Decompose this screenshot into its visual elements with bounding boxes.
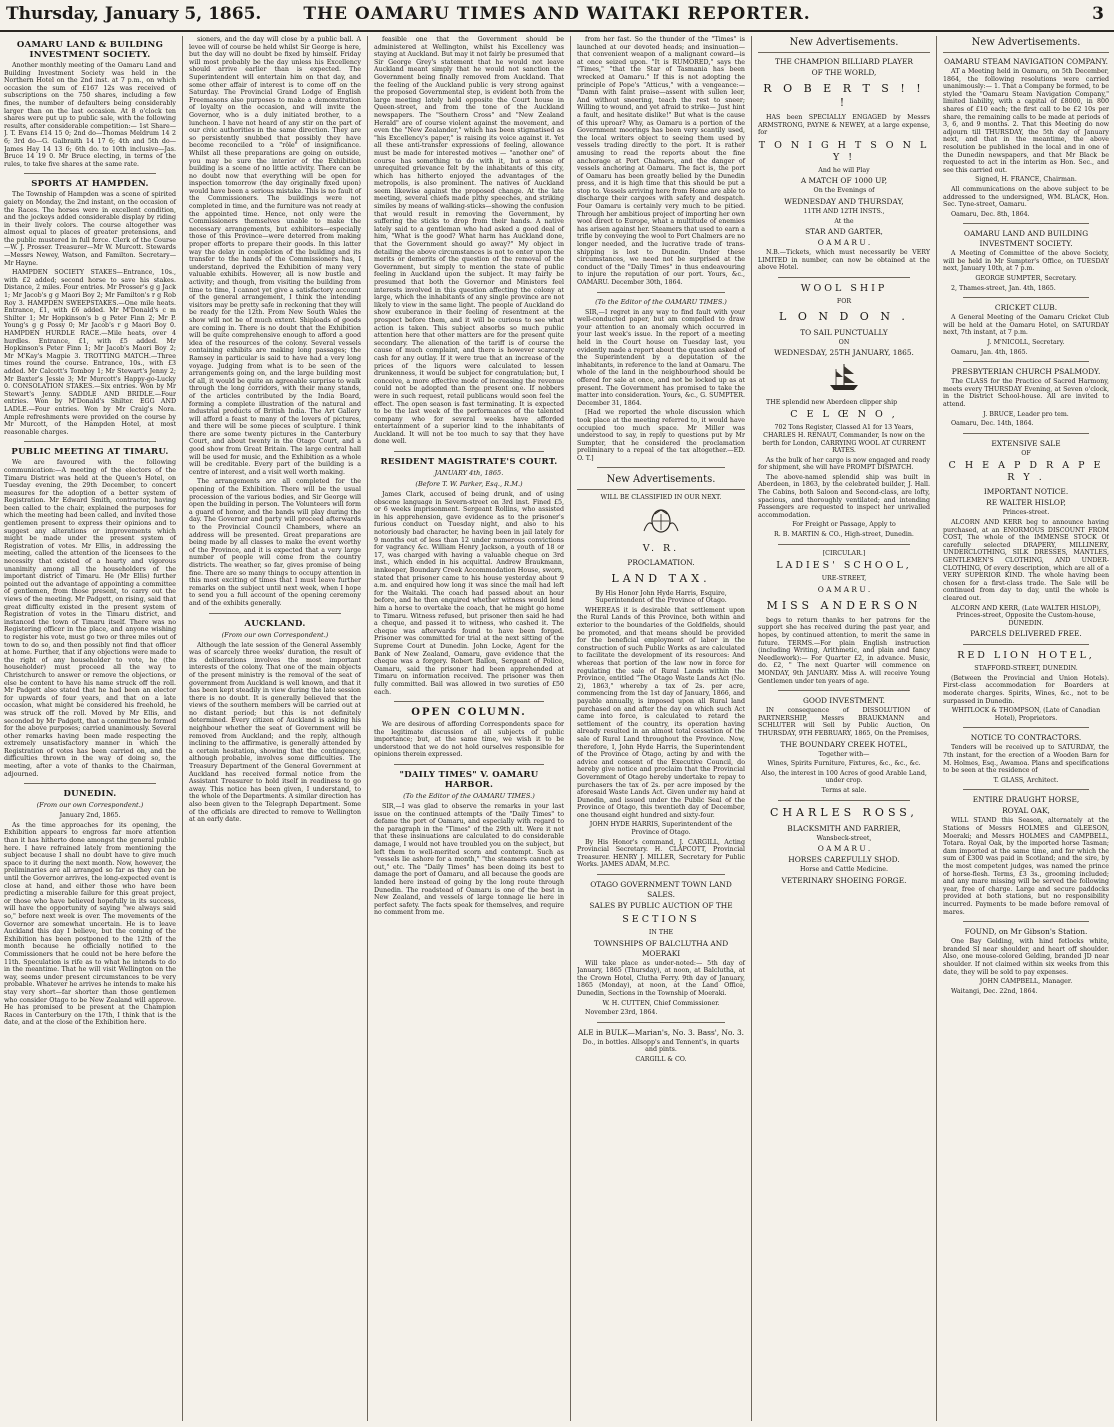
ad-line: O A M A R U . — [817, 238, 871, 248]
ad-line: BLACKSMITH AND FARRIER, — [787, 823, 901, 833]
page-number: 3 — [1092, 4, 1104, 24]
ad-line: STAR AND GARTER, — [805, 227, 883, 237]
ad-body: The CLASS for the Practice of Sacred Harmony, meets every THURSDAY Evening, at Seven o'clock, in the District School-house. All are invited to attend. — [943, 378, 1109, 408]
article-paragraph: The arrangements are all completed for the opening of the Exhibition. There will be the usual procession of the various bodies, and Sir George will open the building in person. The Volunteers will form a guard of honor, and the bands will play during the day. The Governor and party will proceed afterwards to the Provincial Council Chambers, where an address will be presented. Great preparations are being made by all classes to make the event worthy of the Province, and it is expected that a very large number of people will come from the country districts. The weather, so far, gives promise of being fine. There are so many things to occupy attention in this most exciting of times that I must leave further remarks on the subject until next week, when I hope to send you a full account of the opening ceremony and of the exhibits generally. — [189, 478, 361, 607]
column-4 — [577, 36, 752, 1421]
ad-signature: GEORGE SUMPTER, Secretary. — [975, 275, 1077, 283]
divider — [24, 173, 156, 174]
divider — [963, 297, 1089, 298]
ad-line: A MATCH OF 1000 UP, — [800, 176, 888, 186]
ad-line: Together with— — [818, 750, 870, 758]
article-paragraph: As the time approaches for its opening, the Exhibition appears to engross far more attention than it has hitherto done amongst the general public here. I have refrained lately from mentioning the subject because I shall no doubt have to give much space to it during the next month. Now, however, the preliminaries are all arranged so far as they can be until the Governor arrives, the long-expected event is close at hand, and either those who have been predicting a miserable failure for this great project, or those who have believed hopefully in its success, will have the opportunity of saying "we always said so," before next week is over. The movements of the Governor are somewhat uncertain. He is to leave Auckland this day I believe, but the coming of the Exhibition has been postponed to the 12th of the month because he officially notified to the Commissioners that he could not be here before the 11th. Speculation is rife as to what he intends to do in the meantime. That he will visit Wellington on the way, seems under present circumstances to be very probable. Whatever he arrives he intends to make his stay very short—far shorter than those gentlemen who consider Otago to be New Zealand will approve. He has promised to be present at the Champion Races in Canterbury on the 17th, I think that is the date, and at the close of the Exhibition here. — [4, 821, 176, 1027]
ad-signature: Signed, H. FRANCE, Chairman. — [975, 176, 1077, 184]
ad-line: URE-STREET, — [821, 575, 867, 583]
divider — [963, 361, 1089, 362]
ad-line: And he will Play — [818, 166, 870, 174]
royal-crest-icon — [577, 506, 745, 539]
column-6 — [943, 36, 1109, 1421]
ad-date: Oamaru, Dec. 14th, 1864. — [951, 420, 1034, 428]
ad-heading-contractors: NOTICE TO CONTRACTORS. — [970, 733, 1082, 743]
ad-heading-ale: ALE in BULK—Marian's, No. 3. Bass', No. 3. — [577, 1027, 745, 1037]
article-heading: PUBLIC MEETING AT TIMARU. — [11, 447, 169, 458]
ad-body: begs to return thanks to her patrons for the support she has received during the past year, and hopes, by continued attention, to merit the same in future. TERMS.—For plain English instruction (including Writing, Arithmetic, and plain and fancy Needlework):— For Quarter £2, in advance. Music, do. £2, " The next Quarter will commence on MONDAY, 9th JANUARY. Miss A. will receive Young Gentlemen under ten years of age. — [758, 616, 930, 685]
ad-line: IN THE — [648, 929, 674, 937]
ad-signature: J. BRUCE, Leader pro tem. — [983, 410, 1069, 418]
divider — [394, 451, 544, 452]
ad-signature: WHITLOCK & THOMPSON, (Late of Canadian Hotel), Proprietors. — [951, 707, 1101, 722]
ad-date: Oamaru, Dec. 8th, 1864. — [951, 210, 1030, 218]
proclamation-by: By His Honor John Hyde Harris, Esquire, Superintendent of the Province of Otago. — [595, 589, 727, 605]
ship-icon — [758, 362, 930, 395]
letter-paragraph: SIR,—I regret in any way to find fault with your well-conducted paper, but am compelled to draw your attention to an anomaly which occurred in your last week's issue. In the report of a meeting held in the Court house on Tuesday last, you evidently made a report about the question asked of the Superintendent by a deputation of the inhabitants, in reference to the land at Oamaru. The whole of the land in the neighbourhood should be offered for sale at once, and not be locked up as at present. The Government has promised to take the matter into consideration. Yours, &c., G. SUMPTER. December 31, 1864. — [577, 308, 745, 407]
ad-heading-cricket: CRICKET CLUB. — [994, 303, 1058, 313]
ad-line: Also, the interest in 100 Acres of good Arable Land, under crop. — [761, 769, 927, 785]
ad-heading-investment: GOOD INVESTMENT. — [802, 696, 886, 706]
ad-line: WEDNESDAY, 25TH JANUARY, 1865. — [774, 348, 914, 358]
ad-line: TO SAIL PUNCTUALLY — [800, 327, 888, 337]
ad-body: The above-named splendid ship was built in Aberdeen, in 1863, by the celebrated builder, J. Hall. The Cabins, both Saloon and Second-class, are lofty, spacious, and thoroughly ventilated; and intending Passengers are requested to inspect her unrivalled accommodation. — [758, 473, 930, 519]
ad-line: VETERINARY SHOEING FORGE. — [781, 875, 907, 885]
article-heading: OAMARU LAND & BUILDING INVESTMENT SOCIETY. — [16, 40, 164, 60]
ad-line: RE WALTER HISLOP, — [986, 498, 1066, 508]
column-1 — [4, 36, 183, 1421]
race-results: HAMPDEN SOCIETY STAKES—Entrance, 10s., with £2 added; second horse to save his stakes. Distance, 2 miles. Four entries. Mr Prosser's g g Jack 1; Mr Jacob's g g Maori Boy 2; Mr Familton's r g Rob Roy 3. HAMPDEN SWEEPSTAKES.—One mile heats. Entrance, £1, with £6 added. Mr M'Donald's c m Shilter 1; Mr Hopkinson's b g Peter Finn 2; Mr P. Young's g g Possy 0; Mr Jacob's r g Maori Boy 0. HAMPDEN HURDLE RACE.—Mile heats, over 4 hurdles. Entrance, £1, with £5 added. Mr Hopkinson's Peter Finn 1; Mr Jacob's Maori Boy 2; Mr M'Kay's Magpie 3. TROTTING MATCH.—Three times round the course. Entrance, 10s., with £3 added. Mr Calcott's Tomboy 1; Mr Stewart's Jenny 2; Mr Baxter's Jessie 3; Mr Murcott's Happy-go-Lucky 0. CONSOLATION STAKES.—Six entries. Won by Mr Stewart's Jenny. SADDLE AND BRIDLE.—Four entries. Won by M'Donald's Shilter. EGG AND LADLE.—Four entries. Won by Mr Craig's Nora. Ample refreshments were provided on the course by Mr Murcott, of the Hampden Hotel, at most reasonable charges. — [4, 269, 176, 436]
column-3 — [374, 36, 571, 1421]
ad-body: A General Meeting of the Oamaru Cricket Club will be held at the Oamaru Hotel, on SATURDAY next, 7th instant, at 7 p.m. — [943, 314, 1109, 337]
ad-line: [CIRCULAR.] — [822, 549, 866, 557]
ad-signature: R. B. MARTIN & CO., High-street, Dunedin. — [774, 531, 914, 539]
ad-body: A Meeting of Committee of the above Society, will be held in Mr Sumpter's Office, on TUESDAY next, January 10th, at 7 p.m. — [943, 250, 1109, 273]
divider — [963, 223, 1089, 224]
article-paragraph: James Clark, accused of being drunk, and of using obscene language in Severn-street on 3rd inst. Fined £5, or 6 weeks imprisonment. Sergeant Rollins, who assisted in his apprehension, gave evidence as to the prisoner's furious conduct on Tuesday night, and also to his notoriously bad character, he having been in jail lately for 9 months out of less than 12 under numerous convictions for vagrancy &c. William Henry Jackson, a youth of 18 or 17, was charged with having a valuable cheque on 3rd inst., which ended in his acquittal. Andrew Braukmann, innkeeper, Boundary Creek Accommodation House, sworn, stated that prisoner came to his house yesterday about 9 a.m. and enquired how long it was since the mail had left for the Waitaki. The coach had passed about an hour before, and he then enquired whether witness would lend him a horse to overtake the coach, that he might go home to Timaru. Witness refused, but prisoner then said he had a cheque, and passed it to witness, who cashed it. The cheque was afterwards found to have been forged. Prisoner was committed for trial at the next sitting of the Supreme Court at Dunedin. John Locke, Agent for the Bank of New Zealand, Oamaru, gave evidence that the cheque was a forgery. Robert Ballon, Sergeant of Police, Oamaru, said the prisoner had been apprehended at Timaru on information received. The prisoner was then fully committed. Bail was allowed in two sureties of £50 each. — [374, 491, 564, 696]
ad-heading-steam-navigation: OAMARU STEAM NAVIGATION COMPANY. — [944, 57, 1108, 66]
ad-line: ON — [838, 338, 850, 346]
ad-line: O A M A R U . — [817, 844, 871, 854]
column-5 — [758, 36, 937, 1421]
ad-line: FOR — [836, 297, 852, 305]
article-dateline: JANUARY 4th, 1865. — [434, 469, 504, 478]
editor-note: [Had we reported the whole discussion which took place at the meeting referred to, it would have occupied too much space. Mr Miller was understood to say, in reply to questions put by Mr Sumpter, that he considered the proclamation preliminary to a repeal of the tax altogether.—ED. O. T.] — [577, 409, 745, 462]
article-paragraph: The Township of Hampden was a scene of spirited gaiety on Monday, the 2nd instant, on the occasion of the Races. The horses were in excellent condition, and the jockeys added considerable display by riding in their lively colors. The course altogether was almost equal to places of greater pretensions, and the public mustered in full force. Clerk of the Course—W. J. Prosser. Treasurer—Mr W. Murcott. Stewards—Messrs Newey, Watson, and Familton. Secretary—Mr Hayne. — [4, 191, 176, 267]
classified-note: WILL BE CLASSIFIED IN OUR NEXT. — [600, 494, 722, 502]
article-subheading: (Before T. W. Parker, Esq., R.M.) — [415, 480, 523, 489]
ad-body: Will take place as under-noted:— 5th day of January, 1865 (Thursday), at noon, at Balclutha, at the Crown Hotel, Clutha Ferry. 9th day of January, 1865 (Monday), at noon, at the Land Office, Dunedin, Sections in the Township of Moeraki. — [577, 959, 745, 997]
ad-heading-town-land-sales: OTAGO GOVERNMENT TOWN LAND SALES. — [590, 880, 732, 900]
issue-date: Thursday, January 5, 1865. — [6, 4, 262, 24]
letter-paragraph: SIR,—I was glad to observe the remarks in your last issue on the continued attempts of the "Daily Times" to defame the port of Oamaru, and especially with regard to the paragraph in the "Times" of the 29th ult. Were it not that these insinuations are calculated to do considerable damage, I would not have troubled you on the subject, but left them to well-merited scorn and contempt. Such as "vessels lie ashore for a month," "the steamers cannot get out," etc. The "Daily Times" has been doing its best to damage the port of Oamaru, and all because the goods are landed here instead of going by the long route through Dunedin. The roadstead of Oamaru is one of the best in New Zealand, and vessels of large tonnage lie here in perfect safety. The facts speak for themselves, and require no comment from me. — [374, 803, 564, 917]
article-paragraph: We are favoured with the following communication:—A meeting of the electors of the Timaru District was held at the Queen's Hotel, on Tuesday evening, the 29th December, to concert measures for the adoption of a better system of Registration. Mr Edward Smith, contractor, having been called to the chair, explained the purposes for which the meeting had been called, and invited those gentlemen present to express their opinions and to suggest any alterations or improvements which might be made under the present system of Registration of votes. Mr Ellis, in addressing the meeting, called the attention of the licensees to the necessity that existed of a hearty and vigorous unanimity among all the householders of the important district of Timaru. He (Mr Ellis) further pointed out the advantage of appointing a committee of gentlemen, from those present, to carry out the views of the meeting. Mr Padgett, on rising, said that great difficulty existed in the present system of Registration of votes in the Timaru district, and instanced the town of Timaru itself. There was no Registering officer in the place, and anyone wishing to register his vote, must go two or three miles out of town to do so, and then possibly not find that officer at home. Further, that if any objections were made to the right of any householder to vote, he (the householder) must proceed all the way to Christchurch to answer or remove the objections, or else be content to have his name struck off the roll. Mr Padgett also stated that he had been an elector for upwards of four years, and that on a late occasion, what might be considered his freehold, he was struck off the roll. Moved by Mr Ellis, and seconded by Mr Padgett, that a committee be formed for the above purposes; carried unanimously. Several other remarks having been made respecting the extremely unsatisfactory manner in which the Registration of votes has been carried on, and the difficulties thrown in the way of doing so, the meeting, after a vote of thanks to the Chairman, adjourned. — [4, 459, 176, 778]
ad-heading-extensive-sale: EXTENSIVE SALE — [991, 438, 1061, 448]
ad-heading-wool-ship: WOOL SHIP — [800, 282, 888, 294]
divider — [963, 644, 1089, 645]
ad-line: Princes-street. — [1002, 509, 1050, 517]
proclamation-body: WHEREAS it is desirable that settlement upon the Rural Lands of this Province, both within and exterior to the boundaries of the Goldfields, should be promoted, and that means should be provided for the beneficial employment of labor in the construction of such Public Works as are calculated to facilitate the development of its resources: And whereas that portion of the law now in force for regulating the sale of Rural Lands within the Province, entitled "The Otago Waste Lands Act (No. 2), 1863," whereby a tax of 2s. per acre, commencing from the 1st day of January, 1866, and payable annually, is imposed upon all Rural land purchased on and after the day on which such Act came into force, is calculated to retard the settlement of the country, its operation having already resulted in an almost total cessation of the sale of Rural Land throughout the Province. Now, therefore, I, John Hyde Harris, the Superintendent of the Province of Otago, acting by and with the advice and consent of the Executive Council, do hereby give notice and proclaim that the Provincial Government of Otago hereby undertake to repay to purchasers the tax of 2s. per acre imposed by the aforesaid Waste Lands Act. Given under my hand at Dunedin, and issued under the Public Seal of the Province of Otago, this twentieth day of December, one thousand eight hundred and sixty-four. — [577, 606, 745, 819]
article-paragraph: Although the late session of the General Assembly was of scarcely three weeks' duration, the result of its deliberations involves the most important interests of the colony. That one of the main objects of the present ministry is the removal of the seat of government from Auckland is well known, and that it has been kept steadily in view during the late session there is no doubt. It is generally believed that the views of the southern members will be carried out at no distant period; but this is not definitely determined. Every citizen of Auckland is asking his neighbour whether the seat of Government will be removed from Auckland; and the reply, although inclining to the affirmative, is generally attended by a certain hesitation, showing that the contingency, although probable, involves some difficulties. The Treasury Department of the General Government at Auckland has received formal notice from the Assistant Treasurer to hold itself in readiness to go away. This notice has been given, I understand, to the whole of the Departments. A similar direction has also been given to the Telegraph Department. Some of the officials are directed to remove to Wellington at an early date. — [189, 641, 361, 824]
divider — [963, 921, 1089, 922]
ad-body: HAS been SPECIALLY ENGAGED by Messrs ARMSTRONG, PAYNE & NEWEY, at a large expense, for — [758, 114, 930, 137]
ad-body: AT a Meeting held in Oamaru, on 5th December, 1864, the following resolutions were carried unanimously:— 1. That a Company be formed, to be styled the "Oamaru Steam Navigation Company," limited liability, with a capital of £8000, in 800 shares of £10 each; the first call to be £2 10s per share, the remaining calls to be made at periods of 3, 6, and 9 months. 2. That this Meeting do now adjourn till THURSDAY, the 5th day of January next, and that in the meantime, the above resolution be published in the local and in one of the Dunedin newspapers, and that Mr Black be requested to act in the interim as Hon. Sec., and see this carried out. — [943, 68, 1109, 174]
ad-line: 11TH AND 12TH INSTS., — [803, 207, 885, 215]
ad-line: T O N I G H T S O N L Y ! — [758, 139, 930, 163]
letter-heading: "DAILY TIMES" V. OAMARU HARBOR. — [399, 770, 539, 791]
editorial-note: We are desirous of affording Correspondents space for the legitimate discussion of all subjects of public importance; but, at the same time, we wish it to be understood that we do not hold ourselves responsible for opinions therein expressed. — [374, 721, 564, 759]
ad-line: Wansbeck-street, — [816, 834, 872, 842]
letter-paragraph: from her fast. So the thunder of the "Times" is launched at our devoted heads; and insinuation—that convenient weapon of a malignant coward—is at once seized upon. "It is RUMORED," says the "Times," "that the Star of Tasmania has been wrecked at Oamaru." If this is not adopting the principle of Pope's "Atticus," with a vengeance:— "Damn with faint praise—assent with sullen leer, And without sneering, teach the rest to sneer; Willing to wound, and yet afraid to strike— Just hint a fault, and hesitate dislike!" But what is the cause of this uproar? Why, as Oamaru is a portion of the Government moorings has been very scantily used, the local writers object to seeing them used by vessels trading directly to the port. It is rather amusing to read the reports about the fine anchorage at Port Chalmers, and the danger of vessels anchoring at Oamaru. The fact is, the port of Oamaru has been greatly belied by the Dunedin press, and it is high time that this should be put a stop to. Vessels arriving here from Home are able to discharge their cargoes with safety and despatch. Four Oamaru is certainly very much to be pitied. Through her ambitious project of importing her own wool direct to Europe, what a multitude of enemies has arisen against her. Steamers that used to earn a trifle by conveying the wool to Port Chalmers are no longer needed, and the lucrative trade of trans-shipping is lost to Dunedin. Under these circumstances, we need not be surprised at the conduct of the "Daily Times" in thus endeavouring to injure the reputation of our port. Yours, &c., OAMARU. December 30th, 1864. — [577, 36, 745, 286]
ad-signature: ALCORN AND KERR, (Late WALTER HISLOP), Princes-street, Opposite the Custom-house, DUNEDIN. — [951, 604, 1101, 627]
article-paragraph: Another monthly meeting of the Oamaru Land and Building Investment Society was held in the Northern Hotel on the 2nd inst. at 7 p.m., on which occasion the sum of £167 12s was received of subscriptions on the 750 shares, including a few fines, the number of defaulters being considerably larger than on the last occasion. At 8 o'clock ten shares were put up to public sale, with the following results, after considerable competition:— 1st Share—J. T. Evans £14 15 0; 2nd do—Thomas Meldrum 14 2 6; 3rd do—G. Galbraith 14 17 6; 4th and 5th do—James Hay 14 13 6; 6th do. to 10th inclusive—Jas. Bruce 14 19 0. Mr Bruce electing, in terms of the rules, to take five shares at the same rate. — [4, 62, 176, 168]
proclamation-command: By His Honor's command, J. CARGILL, Acting Provincial Secretary. H. CLAPCOTT, Provincial Treasurer. HENRY J. MILLER, Secretary for Public Works. JAMES ADAM, M.P.C. — [577, 838, 745, 869]
ad-line: For Freight or Passage, Apply to — [792, 521, 896, 529]
divider — [963, 727, 1089, 728]
article-paragraph: feasible one that the Government should be administered at Wellington, whilst his Excellency was staying at Auckland. But may it not fairly be presumed that Sir George Grey's statement that he would not leave Auckland meant simply that he would not sanction the Government being finally removed from Auckland. That the feeling of the Auckland public is very strong against the proposed Governmental step, is evident both from the large meeting lately held opposite the Court house in Queen-street, and from the tone of the Auckland newspapers. The "Southern Cross" and "New Zealand Herald" are of course violent against the movement, and even the "New Zealander," which has been stigmatised as "his Excellency's paper," is raising its voice against it. Yet all these anti-transfer expressions of feeling, allowance must be made for interested motives — "another one" of course has something to do with it, but a sense of unrequited grievance felt by the inhabitants of this city, which has hitherto enjoyed the advantages of the metropolis, is also prominent. The natives of Auckland seem likewise against the proposed change. At the late meeting, several chiefs made pithy speeches, and striking similes by means of walking-sticks—showing the confusion that would result in removing the Government, by suffering the sticks to drop from their hands. A native lately said to a gentleman who had asked a good deal of him, "What is the good? What harm has Auckland done, that the Government should go away?" My object in detailing the above circumstances is not to enter upon the merits or demerits of the question of the removal of the Government, but simply to mention the state of public feeling in Auckland upon the subject. It may fairly be presumed that both the Governor and Ministers feel interests involved in this question affecting the colony at large, which the inhabitants of any single province are not likely to view in the same light. The people of Auckland do show exuberance in their feeling of resentment at the prospect before them, and it will be curious to see what action is taken. This subject absorbs so much public attention here that other matters are for the present quite secondary. The alienation of the tariff is of course the cause of much complaint, and there is however scarcely cash for any outlay. If it were true that an increase of the prices of the liquors were calculated to lessen drunkenness, it would be subject for congratulation; but, I conceive, a more effective mode of increasing the revenue could not be adopted than the present one. If nobbers were in such request, retail publicans would soon feel the effect. The open season is fast terminating. It is expected to be the last week of the performances of the talented company who for several weeks have afforded entertainment of a superior kind to the inhabitants of Auckland. It will not be too much to say that they have done well. — [374, 36, 564, 446]
ad-date: November 23rd, 1864. — [585, 1009, 658, 1017]
divider — [778, 690, 910, 691]
ad-body: One Bay Gelding, with hind fetlocks white, branded SI near shoulder, and heart off shoulder. Also, one mouse-colored Gelding, branded JD near shoulder. If not claimed within six weeks from this date, they will be sold to pay expenses. — [943, 938, 1109, 976]
ad-line: SALES BY PUBLIC AUCTION OF THE — [589, 901, 733, 911]
ad-body: 702 Tons Register, Classed A1 for 13 Years, CHARLES H. RENAUT, Commander, Is now on the berth for London, CARRYING WOOL AT CURRENT RATES. — [762, 424, 926, 455]
ad-line: STAFFORD-STREET, DUNEDIN. — [974, 665, 1078, 673]
ad-line: On the Evenings of — [813, 187, 875, 195]
divider — [597, 1022, 725, 1023]
ad-signature: T. GLASS, Architect. — [993, 776, 1059, 784]
ad-body: Tenders will be received up to SATURDAY, the 7th instant, for the erection of a Wooden Barn for M. Holmes, Esq., Awamoa. Plans and specifications to be seen at the residence of — [943, 744, 1109, 775]
ad-heading-presbyterian: PRESBYTERIAN CHURCH PSALMODY. — [951, 367, 1101, 377]
ad-signature: JOHN CAMPBELL, Manager. — [979, 978, 1073, 986]
ad-line: O A M A R U . — [817, 584, 871, 594]
ad-line: SECTIONS — [622, 914, 700, 926]
divider — [394, 701, 544, 702]
ad-line: WEDNESDAY AND THURSDAY, — [784, 196, 904, 206]
ad-line: C H E A P D R A P E R Y . — [948, 460, 1104, 484]
ad-body: All communications on the above subject to be addressed to the undersigned, WM. BLACK, Hon. Sec. Tyne-street, Oamaru. — [943, 185, 1109, 209]
ad-date: Oamaru, Jan. 4th, 1865. — [951, 348, 1028, 356]
ad-line: OF THE WORLD, — [811, 68, 877, 77]
ad-heading-billiard: THE CHAMPION BILLIARD PLAYER — [775, 57, 913, 66]
divider — [778, 544, 910, 545]
ad-line: At the — [834, 217, 854, 225]
advertisements-header: New Advertisements. — [943, 36, 1109, 53]
divider — [963, 789, 1089, 790]
ad-heading-ladies-school: LADIES' SCHOOL, — [776, 560, 912, 572]
advertisements-header: New Advertisements. — [758, 36, 930, 53]
land-tax-heading: LAND TAX. — [611, 571, 711, 585]
ad-line: PARCELS DELIVERED FREE. — [970, 629, 1082, 639]
letter-subheading: (To the Editor of the OAMARU TIMES.) — [595, 297, 727, 306]
divider — [963, 433, 1089, 434]
ad-line: OF — [1021, 449, 1031, 457]
proclamation-heading: PROCLAMATION. — [627, 557, 695, 567]
section-heading-open-column: OPEN COLUMN. — [411, 707, 527, 719]
ad-body: ALCORN AND KERR beg to announce having purchased, at an ENORMOUS DISCOUNT FROM COST, The whole of the IMMENSE STOCK Of carefully selected DRAPERY, MILLINERY, UNDERCLOTHING, SILK DRESSES, MANTLES, GENTLEMEN'S CLOTHING, AND UNDER-CLOTHING, Of every description, which are all of a VERY SUPERIOR KIND. The whole having been chosen for a first-class trade. The Sale will be continued from day to day, until the whole is cleared out. — [943, 518, 1109, 602]
article-dateline: January 2nd, 1865. — [59, 812, 121, 820]
article-subheading: (From our own Correspondent.) — [221, 630, 329, 639]
divider — [597, 874, 725, 875]
article-paragraph: sioners, and the day will close by a public ball. A levee will of course be held whilst Sir George is here, but the day will no doubt be fixed by himself. Friday will most probably be the day unless his Excellency should arrive earlier than is expected. The Superintendent will entertain him on that day, and some other affair of interest is to come off on the Saturday. The Provincial Grand Lodge of English Freemasons also purposes to make a demonstration of loyalty on the occasion, and will invite the Governor, who is a duly initiated brother, to a luncheon. I have not heard of any stir on the part of our civic authorities in the same direction. They are so persistently snubbed that possibly they have become reconciled to a "rôle" of insignificance. Whilst all these preparations are going on outside, you may be sure the interior of the Exhibition building is a scene of no little activity. There can be no doubt now that everything will be open for inspection tomorrow (the day originally fixed upon) would have been a serious mistake. This is no fault of the Commissioners. The buildings were not completed in time, and the furniture was not ready at the appointed time. Hence, not only were the Commissioners themselves unable to make the necessary arrangements, but exhibitors—especially those of this Province—were deterred from making proper efforts to prepare their goods. In this latter way the delay in completion of the building and its transfer to the hands of the Commissioners has, I understand, deprived the Exhibition of many very valuable exhibits. However, all is now bustle and activity; and though, from visiting the building from time to time, I cannot yet give a satisfactory account of the general arrangement, I think the intending visitors may be pretty safe in reckoning that they will be ready for the 12th. From New South Wales the show will not be of much extent. Shiploads of goods are coming in. There is no doubt that the Exhibition will be quite comprehensive enough to afford a good idea of the resources of the colony. Several vessels containing exhibits are making long passages; the Ramsey in particular is said to have had a very long voyage. Judging from what is to be seen of the arrangements going on, and the large building most of all, it would be quite an agreeable surprise to walk through the long corridors, with their many stands, of the articles contributed by the India Board, forming a complete illustration of the natural and industrial products of British India. The Art Gallery will afford a feast to many of the lovers of pictures, and there will be some pieces of sculpture. I think there are some twenty pictures in the Canterbury Court, and about twenty in the Otago Court, and a good show from Great Britain. The large central hall will be used for music, and the Exhibition as a whole will be creditable. Every part of the building is a centre of interest, and a visit well worth making. — [189, 36, 361, 476]
ad-line: TOWNSHIPS OF BALCLUTHA AND MOERAKI — [593, 938, 729, 958]
divider — [778, 277, 910, 278]
ad-body: WILL STAND this Season, alternately at the Stations of Messrs HOLMES and GLEESON, Moeraki; and Messrs HOLMES and CAMPBELL, Totara. Royal Oak, by the imported horse Tasman; dam imported at the same time, and for which the sum of £300 was paid in Scotland; and the sire, by the most competent judges, was named the prince of horse-flesh. Terms, £3 3s., grooming included; and any mare missing will be served the following year, free of charge. Large and secure paddocks provided at both stations, but no responsibility incurred. Payments to be made before removal of mares. — [943, 817, 1109, 916]
ad-date: Waitangi, Dec. 22nd, 1864. — [951, 987, 1038, 995]
ad-line: Wines, Spirits Furniture, Fixtures, &c., &c., &c. — [767, 760, 921, 768]
ad-name: CHARLES ROSS, — [770, 805, 918, 819]
article-heading: RESIDENT MAGISTRATE'S COURT. — [380, 457, 558, 468]
divider — [597, 467, 725, 468]
ad-heading-draught-horse: ENTIRE DRAUGHT HORSE, — [972, 795, 1080, 805]
ad-line: Horse and Cattle Medicine. — [799, 866, 888, 874]
divider — [24, 783, 156, 784]
article-heading: AUCKLAND. — [244, 618, 306, 629]
ad-body: As the bulk of her cargo is now engaged and ready for shipment, she will have PROMPT DISPATCH. — [758, 456, 930, 472]
divider — [24, 441, 156, 442]
ad-line: ROYAL OAK, — [1002, 806, 1050, 816]
ad-body: N.B.—Tickets, which must necessarily be VERY LIMITED in number, can now be obtained at the above Hotel. — [758, 249, 930, 272]
ad-line: L O N D O N . — [779, 309, 909, 323]
ad-line: Terms at sale. — [821, 786, 867, 794]
ad-name: MISS ANDERSON — [766, 598, 922, 612]
ad-date: 2, Thames-street, Jan. 4th, 1865. — [951, 284, 1056, 292]
ad-body: THE splendid new Aberdeen clipper ship — [766, 398, 898, 406]
masthead — [0, 0, 1114, 32]
divider — [209, 613, 341, 614]
column-2 — [189, 36, 368, 1421]
ad-line: THE BOUNDARY CREEK HOTEL, — [780, 739, 908, 749]
ad-signature: W. H. CUTTEN, Chief Commissioner. — [602, 999, 720, 1007]
article-heading: SPORTS AT HAMPDEN. — [31, 179, 149, 190]
proclamation-signature: JOHN HYDE HARRIS, Superintendent of the Province of Otago. — [589, 821, 733, 837]
article-heading: DUNEDIN. — [63, 789, 117, 800]
divider — [778, 800, 910, 801]
article-subheading: (From our own Correspondent.) — [36, 801, 144, 810]
ad-heading-red-lion: RED LION HOTEL, — [957, 650, 1095, 662]
ad-body: IN consequence of DISSOLUTION of PARTNERSHIP, Messrs BRAUKMANN and SCHLUTER will Sell by Public Auction, On THURSDAY, 9TH FEBRUARY, 1865, On the Premises, — [758, 707, 930, 737]
ad-signature: CARGILL & CO. — [635, 1055, 687, 1063]
letter-subheading: (To the Editor of the OAMARU TIMES.) — [403, 792, 535, 801]
royal-cipher: V. R. — [642, 542, 680, 554]
ad-line: HORSES CAREFULLY SHOD. — [788, 855, 900, 865]
ad-body: (Between the Provincial and Union Hotels). First-class accommodation for Boarders at moderate charges. Spirits, Wines, &c., not to be surpassed in Dunedin. — [943, 674, 1109, 705]
ad-name: R O B E R T S ! ! ! — [763, 82, 925, 109]
ad-heading-found: FOUND, on Mr Gibson's Station. — [964, 927, 1088, 937]
newspaper-title: THE OAMARU TIMES AND WAITAKI REPORTER. — [303, 4, 811, 24]
ad-line: IMPORTANT NOTICE. — [983, 487, 1069, 497]
ad-body: Do., in bottles. Allsopp's and Tennent's, in quarts and pints. — [582, 1038, 740, 1054]
advertisements-header: New Advertisements. — [577, 473, 745, 490]
ship-name: C E L Œ N O , — [790, 409, 898, 421]
ad-heading-land-society: OAMARU LAND AND BUILDING INVESTMENT SOCIETY. — [963, 229, 1089, 249]
divider — [394, 764, 544, 765]
divider — [597, 292, 725, 293]
ad-signature: J. M'NICOLL, Secretary. — [987, 339, 1065, 347]
